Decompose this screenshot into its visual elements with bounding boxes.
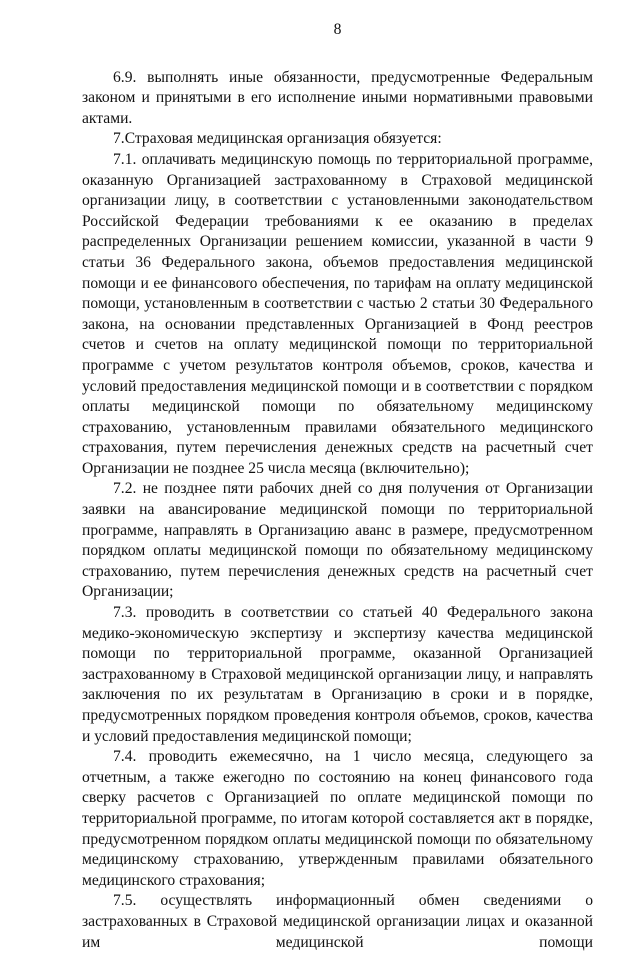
- paragraph-7-heading: 7.Страховая медицинская организация обязуется:: [113, 130, 442, 148]
- paragraph-7-4: 7.4. проводить ежемесячно, на 1 число месяца, следующего за отчетным, а также ежегодно по состоянию на конец финансового года сверку расчетов с Организацией по оплате медицинской помощи по территориальной программе, по итогам которой составляется акт в порядке, предусмотренном порядком оплаты медицинской помощи по обязательному медицинскому страхованию, утвержденным правилами обязательного медицинского страхования;: [82, 748, 593, 889]
- paragraph-7-3: 7.3. проводить в соответствии со статьей 40 Федерального закона медико-экономическую экспертизу и экспертизу качества медицинской помощи по территориальной программе, оказанной Организацией застрахованному в Страховой медицинской организации лицу, и направлять заключения по их результатам в Организацию в сроки и в порядке, предусмотренных порядком проведения контроля объемов, сроков, качества и условий предоставления медицинской помощи;: [82, 604, 593, 745]
- paragraph-6-9: 6.9. выполнять иные обязанности, предусмотренные Федеральным законом и принятыми в его исполнение иными нормативными правовыми актами.: [82, 68, 593, 127]
- paragraph-7-5: 7.5. осуществлять информационный обмен сведениями о застрахованных в Страховой медицинской организации лицах и оказанной им медицинской помощи: [82, 892, 593, 951]
- paragraph-7-1: 7.1. оплачивать медицинскую помощь по территориальной программе, оказанную Организацией застрахованному в Страховой медицинской организации лицу, в соответствии с установленными законодательством Российской Федерации требованиями к ее оказанию в пределах распределенных Организации решением комиссии, указанной в части 9 статьи 36 Федерального закона, объемов предоставления медицинской помощи и ее финансового обеспечения, по тарифам на оплату медицинской помощи, установленным в соответствии с частью 2 статьи 30 Федерального закона, на основании представленных Организацией в Фонд реестров счетов и счетов на оплату медицинской помощи по территориальной программе с учетом результатов контроля объемов, сроков, качества и условий предоставления медицинской помощи и в соответствии с порядком оплаты медицинской помощи по обязательному медицинскому страхованию, установленным правилами обязательного медицинского страхования, путем перечисления денежных средств на расчетный счет Организации не позднее 25 числа месяца (включительно);: [82, 150, 593, 477]
- paragraph-7-2: 7.2. не позднее пяти рабочих дней со дня получения от Организации заявки на авансирование медицинской помощи по территориальной программе, направлять в Организацию аванс в размере, предусмотренном порядком оплаты медицинской помощи по обязательному медицинскому страхованию, путем перечисления денежных средств на расчетный счет Организации;: [82, 480, 593, 601]
- page-number: 8: [333, 21, 342, 38]
